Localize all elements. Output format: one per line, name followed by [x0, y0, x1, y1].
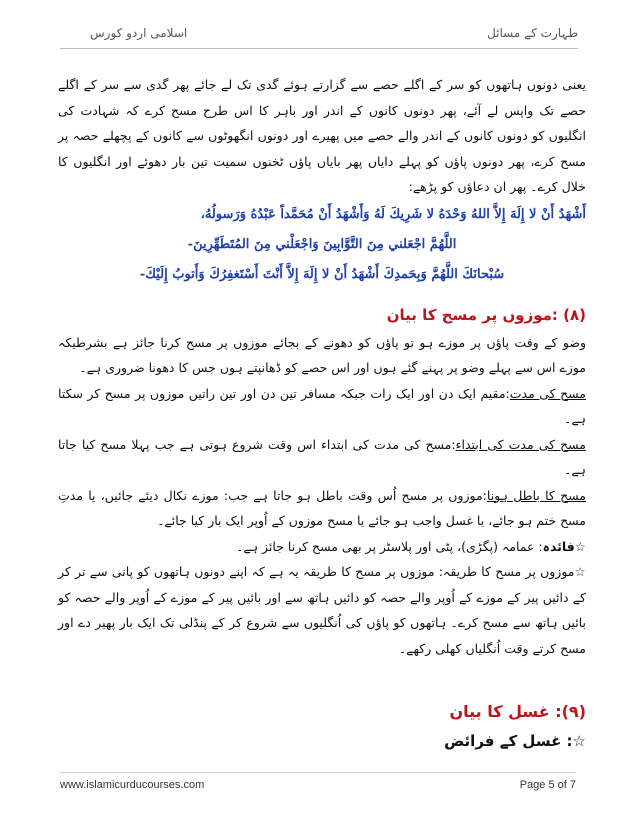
masah-method	[58, 559, 586, 661]
ghusl-faraid-subheading: ☆: غسل کے فرائض	[444, 732, 586, 750]
page-content	[58, 72, 586, 755]
wudu-steps-paragraph: یعنی دونوں ہاتھوں کو سر کے اگلے حصے سے گزارتے ہوئے گدی تک لے جائے پھر گدی سے سر کے اگلے حصے تک واپس لے آئے، پھر دونوں کانوں کے اندر اور باہر کا اس طرح مسح کرے کہ شہادت کی انگلیوں کو دونوں کانوں کے اندر والے حصے میں پھیرے اور دونوں انگھوٹوں سے کانوں کے پچھلے حصہ پر مسح کرے، پھر دونوں پاؤں کو پہلے دایاں پھر بایاں پاؤں ٹخنوں سمیت تین بار دھوئے اور انگلیوں کا خلال کرے۔ پھر ان دعاؤں کو پڑھے:	[58, 77, 586, 194]
star-icon: ☆	[574, 564, 586, 579]
dua-shahada: أَشْهَدُ أَنْ لا إِلَهَ إِلاَّ اللهُ وَحْدَهُ لا شَرِيكَ لَهُ وَأَشْهَدُ أَنْ مُحَمَّداً عَبْدُهُ وَرَسولُهُ،	[200, 206, 586, 222]
masah-invalidation	[58, 483, 586, 534]
star-icon: ☆	[574, 538, 586, 554]
masah-start-label: مسح کی مدت کی ابتداء	[455, 436, 586, 452]
section-8-heading: (۸) :موزوں پر مسح کا بیان	[386, 305, 586, 324]
masah-start	[58, 432, 586, 483]
course-title: اسلامی اردو کورس	[90, 26, 188, 40]
header-rule	[60, 48, 578, 49]
chapter-title: طہارت کے مسائل	[487, 26, 578, 40]
website-url: www.islamicurducourses.com	[60, 779, 205, 791]
masah-method-text: موزوں پر مسح کا طریقہ: موزوں پر مسح کا طریقہ یہ ہے کہ اپنے دونوں ہاتھوں کو پانی سے تر کر کے دائیں پیر کے موزے کے اُوپر والے حصہ کو دائیں ہاتھ سے اور بائیں پیر کے موزے کے اُوپر والے حصہ کو بائیں ہاتھ سے مسح کرے۔ ہاتھوں کو پاؤں کی اُنگلیوں سے شروع کر کے پنڈلی تک ایک بار پھیر دے اور مسح کرتے وقت اُنگلیاں کھلی رکھے۔	[58, 564, 586, 656]
page-number: Page 5 of 7	[519, 779, 576, 791]
page-footer	[60, 772, 576, 794]
masah-intro: وضو کے وقت پاؤں پر موزے ہو تو پاؤں کو دھونے کے بجائے موزوں پر مسح کرنا جائز ہے بشرطیکہ موزے اس سے پہلے وضو پر پہنے گئے ہوں اور اس حصے کو ڈھانپتے ہوں جس کا دھونا ضروری ہے۔	[58, 334, 586, 375]
note-text: : عمامہ (پگڑی)، پٹی اور پلاسٹر پر بھی مسح کرنا جائز ہے۔	[236, 538, 543, 554]
masah-duration-text: :مقیم ایک دن اور ایک رات جبکہ مسافر تین دن اور تین راتیں موزوں پر مسح کر سکتا ہے۔	[58, 385, 586, 426]
footer-rule	[60, 772, 576, 773]
section-9-heading: (۹): غسل کا بیان	[449, 702, 586, 721]
masah-note	[58, 534, 586, 560]
dua-tawwabin: اللَّهُمَّ اجْعَلني مِنَ التَّوَّابِينَ وَاجْعَلْني مِنَ المُتَطَهِّرِينَ-	[187, 236, 457, 252]
masah-start-text: :مسح کی مدت کی ابتداء اس وقت شروع ہوتی ہے جب پہلا مسح کیا جاتا ہے۔	[58, 436, 586, 477]
note-label: فائدہ	[542, 538, 575, 554]
page-header	[60, 26, 578, 48]
masah-duration	[58, 381, 586, 432]
masah-invalidation-text: :موزوں پر مسح اُس وقت باطل ہو جاتا ہے جب: موزے نکال دیئے جائیں، یا مدتِ مسح ختم ہو جائے، یا غسل واجب ہو جائے یا مسح موزوں کے اُوپر ایک بار کیا جائے۔	[58, 487, 586, 528]
masah-duration-label: مسح کی مدت	[509, 385, 586, 401]
masah-invalidation-label: مسح کا باطل ہونا	[486, 487, 586, 503]
dua-subhanaka: سُبْحانَكَ اللَّهُمَّ وَبِحَمدِكَ أَشْهَدُ أَنْ لا إِلَهَ إِلاَّ أَنْتَ أَسْتَغفِرُكَ وَأَتوبُ إِلَيْكَ-	[139, 266, 505, 282]
